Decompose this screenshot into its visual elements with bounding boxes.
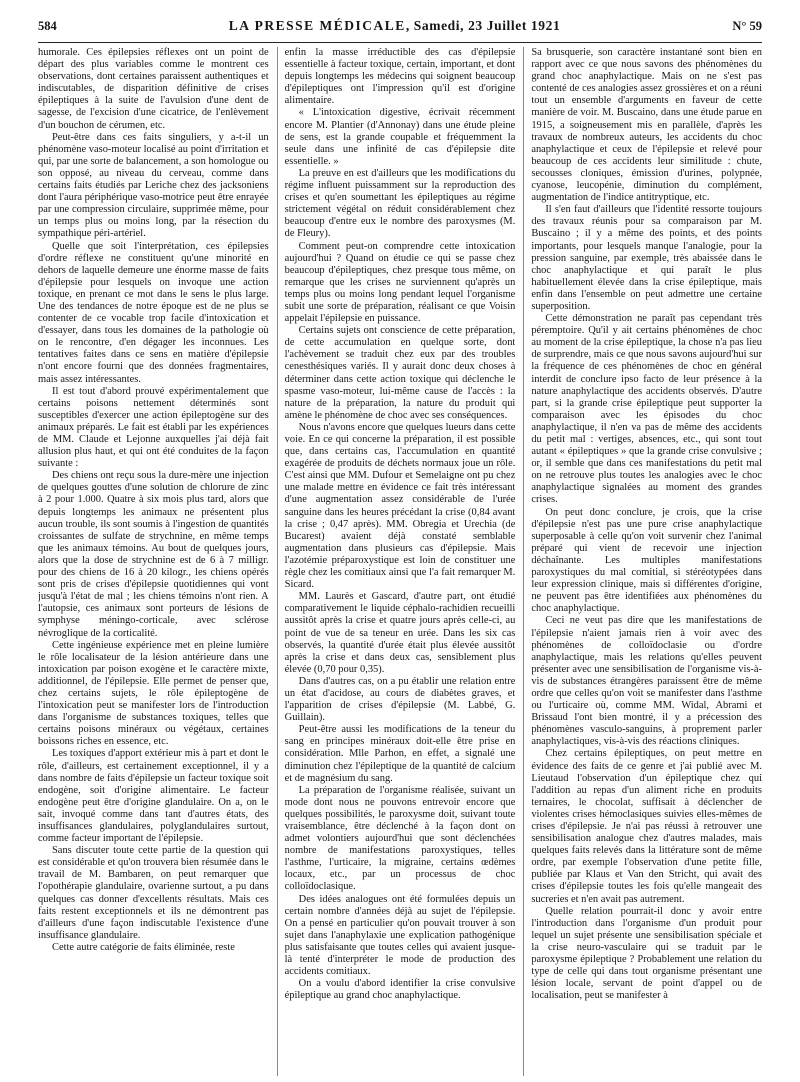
paragraph: Il s'en faut d'ailleurs que l'identité ressorte toujours des travaux réunis pour sa comparaison par M. Buscaino ; il y a même des points, et des points importants, pour lesquels manque l'analogie, pour la pression sanguine, par exemple, très abaissée dans le choc anaphylactique et qui paraît le plus habituellement élevée dans la crise épileptique, mais enfin dans l'ensemble on peut admettre une certaine superposition. bbox=[531, 204, 762, 312]
paragraph: Quelle que soit l'interprétation, ces épilepsies d'ordre réflexe ne constituent qu'une minorité en dehors de laquelle demeure une énorme masse de faits d'épilepsie pour lesquels on invoque une action toxique, en prenant ce mot dans le sens le plus large. Une des tendances de notre époque est de ne plus se contenter de ce vocable trop facile d'intoxication et d'essayer, dans tous les domaines de la pathologie où on le rencontre, d'en dégager les inconnues. Les tentatives faites dans ce sens en matière d'épilepsie n'ont encore fourni que des données fragmentaires, mais assez intéressantes. bbox=[38, 240, 269, 385]
issue-number: N° 59 bbox=[732, 19, 762, 33]
paragraph: On peut donc conclure, je crois, que la crise d'épilepsie n'est pas une pure crise anaphylactique superposable à celle qu'on voit survenir chez l'animal préparé qui vient de recevoir une injection déchaînante. Les multiples manifestations paroxystiques du mal comitial, si stéréotypées dans leur expression clinique, mais si différentes d'origine, ne peuvent pas être identifiées aux phénomènes du choc anaphylactique. bbox=[531, 506, 762, 615]
paragraph: Quelle relation pourrait-il donc y avoir entre l'introduction dans l'organisme d'un produit pour lequel un sujet présente une sensibilisation spéciale et la crise neuro-vasculaire qui se traduit par le paroxysme épileptique ? Probablement une relation du type de celle qui dans tout organisme présentant une lésion locale, servant de point d'appel ou de localisation, peut se manifester à bbox=[531, 905, 762, 1002]
paragraph: Chez certains épileptiques, on peut mettre en évidence des faits de ce genre et j'ai publié avec M. Lieutaud l'observation d'un épileptique chez qui l'addition au repas d'un aliment riche en produits ternaires, le chocolat, suffisait à déclencher de violentes crises hémoclasiques suivies elles-mêmes de crises d'épilepsie. Je n'ai pas réussi à retrouver une sensibilisation analogue chez d'autres malades, mais quelques faits relevés dans la littérature sont de même ordre, par exemple l'observation d'une petite fille, publiée par Klaus et Van den Stricht, qui avait des crises d'épilepsie toutes les fois qu'elle mangeait des sucreries et n'en avait pas autrement. bbox=[531, 748, 762, 905]
paragraph: La préparation de l'organisme réalisée, suivant un mode dont nous ne pouvons entrevoir encore que quelques possibilités, le paroxysme doit, suivant toute vraisemblance, être déclenché à la façon dont on admet volontiers aujourd'hui que sont déclenchées nombre de manifestations paroxystiques, telles l'asthme, l'urticaire, la migraine, certains œdèmes locaux, etc., par un processus de choc colloïdoclasique. bbox=[284, 784, 516, 893]
paragraph: Certains sujets ont conscience de cette préparation, de cette accumulation en quelque sorte, dont l'achèvement se traduit chez eux par des troubles cenesthésiques variés. Il y aurait donc deux choses à déterminer dans cette action toxique qui déclenche le spasme vaso-moteur, lui-même cause de l'accès : la nature de la préparation, la nature du produit qui amène le phénomène de choc avec ses conséquences. bbox=[284, 325, 516, 421]
paragraph: enfin la masse irréductible des cas d'épilepsie essentielle à facteur toxique, certain, important, et dont depuis longtemps les médecins qui soignent beaucoup d'épileptiques ont l'impression qu'il est d'origine alimentaire. bbox=[284, 47, 516, 107]
paragraph: Des chiens ont reçu sous la dure-mère une injection de quelques gouttes d'une solution de chlorure de zinc à 2 pour 1.000. Quatre à six mois plus tard, alors que depuis longtemps les animaux ne présentent plus aucun trouble, ils sont soumis à l'ingestion de quantités croissantes de sulfate de strychnine, en même temps que les animaux témoins. Au bout de quelques jours, alors que la dose de strychnine est de 6 à 7 milligr. pour des chiens de 16 à 20 kilogr., les chiens opérés sont pris de crises d'épilepsie quotidiennes qui vont jusqu'à l'état de mal ; les chiens témoins n'ont rien. A l'autopsie, ces animaux sont porteurs de lésions de symphyse méningo-corticale, avec sclérose névroglique de la corticalité. bbox=[38, 470, 269, 639]
masthead: LA PRESSE MÉDICALE, Samedi, 23 Juillet 1921 bbox=[228, 18, 561, 33]
paragraph: Cette ingénieuse expérience met en pleine lumière le rôle localisateur de la lésion antérieure dans une intoxication par poison exogène et le caractère mixte, additionnel, de l'épilepsie. Elle permet de penser que, chez certains sujets, le rôle épileptogène de l'intoxication peut se manifester lors de l'introduction dans l'organisme de substances toxiques, telles que certains poisons minéraux ou végétaux, certaines boissons riches en essence, etc. bbox=[38, 639, 269, 748]
paragraph: Nous n'avons encore que quelques lueurs dans cette voie. En ce qui concerne la préparation, il est possible que, dans certains cas, l'accumulation en quantité exagérée de produits de déchets normaux joue un rôle. C'est ainsi que MM. Dufour et Semelaigne ont pu chez une malade mettre en évidence ce fait très intéressant d'une augmentation assez considérable de l'urée sanguine dans les heures précédant la crise (0,84 avant la crise ; 0,47 après). MM. Obregia et Urechia (de Bucarest) avaient déjà constaté semblable augmentation dans plusieurs cas d'épilepsie. Mais l'azotémie préparoxystique est loin de constituer une règle chez les comitiaux ainsi que l'a fait remarquer M. Sicard. bbox=[284, 421, 516, 591]
paragraph: On a voulu d'abord identifier la crise convulsive épileptique au grand choc anaphylactique. bbox=[284, 978, 516, 1002]
paragraph: MM. Laurès et Gascard, d'autre part, ont étudié comparativement le liquide céphalo-rachidien recueilli aussitôt après la crise et quatre jours après celle-ci, au point de vue de sa teneur en urée. Dans les six cas observés, la quantité d'urée était plus élevée aussitôt après la crise et dans deux cas, sensiblement plus élevée (0,70 pour 0,35). bbox=[284, 591, 516, 675]
paragraph: humorale. Ces épilepsies réflexes ont un point de départ des plus variables comme le montrent ces observations, dont certaines paraissent authentiques et indiscutables, de disparition définitive de crises épileptiques à la suite de l'avulsion d'une dent de sagesse, de l'excision d'une cicatrice, de l'enlèvement d'un bouchon de cérumen, etc. bbox=[38, 47, 269, 131]
paragraph: Dans d'autres cas, on a pu établir une relation entre un état d'acidose, au cours de diabètes graves, et l'apparition de crises d'épilepsie (M. Labbé, G. Guillain). bbox=[284, 675, 516, 724]
paragraph: Cette démonstration ne paraît pas cependant très péremptoire. Qu'il y ait certains phénomènes de choc au moment de la crise épileptique, la chose n'a pas lieu de surprendre, mais ce que nous savons aujourd'hui sur la fréquence de ces phénomènes de choc en général interdit de conclure ipso facto de leur présence à la nature anaphylactique des accidents observés. D'autre part, si la grande crise épileptique peut supporter la comparaison avec les épisodes du choc anaphylactique, il n'en va pas de même des accidents du petit mal : vertiges, absences, etc., qui sont tout autant « épileptiques » que la grande crise convulsive ; or, il semble que dans ces manifestations du petit mal on ne retrouve plus toutes les analogies avec le choc anaphylactique signalées au moment des grandes crises. bbox=[531, 313, 762, 506]
column-3 bbox=[523, 47, 762, 1076]
paragraph: Sa brusquerie, son caractère instantané sont bien en rapport avec ce que nous savons des phénomènes du grand choc anaphylactique. Mais on ne s'est pas contenté de ces analogies assez grossières et on a réuni tout un ensemble d'arguments en faveur de cette manière de voir. M. Buscaino, dans une étude parue en 1915, a soigneusement mis en parallèle, d'après les travaux de nombreux auteurs, les accidents du choc anaphylactique et ceux de l'épilepsie et relevé pour beaucoup de ces accidents leur similitude : chute, secousses cloniques, émission d'urines, polypnée, cyanose, leucopénie, diminution du complément, augmentation de l'indice antitryptique, etc. bbox=[531, 47, 762, 204]
column-1 bbox=[38, 47, 269, 1076]
paragraph: Peut-être dans ces faits singuliers, y a-t-il un phénomène vaso-moteur localisé au point d'irritation et qui, par une sorte de balancement, a son homologue ou son opposé, au niveau du cerveau, comme dans certains faits étudiés par Leriche chez des jacksoniens dont l'aura périphérique vaso-motrice peut être enrayée par une compression circulaire, supprimée même, pour un temps plus ou moins long, par la résection du sympathique péri-artériel. bbox=[38, 131, 269, 240]
paragraph: Des idées analogues ont été formulées depuis un certain nombre d'années déjà au sujet de l'épilepsie. On a pensé en particulier qu'on pouvait trouver à son sujet dans l'anaphylaxie une explication pathogénique plus satisfaisante que toutes celles qui avaient jusque-là tenté d'interpréter le mode de production des accidents comitiaux. bbox=[284, 893, 516, 978]
paragraph: Sans discuter toute cette partie de la question qui est considérable et qu'on trouvera bien résumée dans le travail de M. Bambaren, on peut remarquer que l'opothérapie glandulaire, ovarienne surtout, a pu dans quelques cas donner d'excellents résultats. Mais ces faits restent exceptionnels et ils ne démontrent pas d'ailleurs d'une façon indiscutable l'existence d'une insuffisance glandulaire. bbox=[38, 845, 269, 941]
page-number: 584 bbox=[38, 19, 57, 33]
journal-title: LA PRESSE MÉDICALE bbox=[228, 18, 406, 33]
article-body bbox=[38, 47, 762, 1076]
paragraph: La preuve en est d'ailleurs que les modifications du régime influent puissamment sur la reproduction des crises et qu'en soumettant les épileptiques au régime strictement végétal on réduit considérablement chez beaucoup d'entre eux le nombre des paroxysmes (M. de Fleury). bbox=[284, 167, 516, 240]
paragraph: Comment peut-on comprendre cette intoxication aujourd'hui ? Quand on étudie ce qui se passe chez beaucoup d'épileptiques, chez presque tous même, on remarque que les crises ne surviennent qu'après un temps plus ou moins long pendant lequel l'organisme subit une sorte de préparation, réalisant ce que Voisin appelait l'épilepsie en puissance. bbox=[284, 240, 516, 325]
paragraph: Peut-être aussi les modifications de la teneur du sang en principes minéraux doit-elle être prise en considération. Mlle Parhon, en effet, a signalé une diminution chez l'épileptique de la quantité de calcium et de magnésium du sang. bbox=[284, 724, 516, 784]
paragraph: « L'intoxication digestive, écrivait récemment encore M. Plantier (d'Annonay) dans une étude pleine de sens, est la grande coupable et fréquemment la seule dans une infinité de cas d'épilepsie dite essentielle. » bbox=[284, 107, 516, 167]
page-header bbox=[38, 18, 762, 43]
column-2 bbox=[277, 47, 516, 1076]
issue-date: Samedi, 23 Juillet 1921 bbox=[413, 18, 561, 33]
paragraph: Les toxiques d'apport extérieur mis à part et dont le rôle, d'ailleurs, est certainement exceptionnel, il y a dans nombre de faits d'épilepsie un facteur toxique soit endogène, soit d'origine alimentaire. Le facteur endogène peut être d'origine glandulaire. On a, on le sait, invoqué comme dans tant d'autres états, des insuffisances glandulaires, polyglandulaires surtout, comme facteur important de l'épilepsie. bbox=[38, 748, 269, 845]
paragraph: Cette autre catégorie de faits éliminée, reste bbox=[52, 941, 235, 953]
paragraph: Il est tout d'abord prouvé expérimentalement que certains poisons nettement déterminés sont susceptibles d'exercer une action épileptogène sur des animaux préparés. Le fait est établi par les expériences de MM. Claude et Lejonne auxquelles j'ai déjà fait allusion plus haut, et qui ont été conduites de la façon suivante : bbox=[38, 385, 269, 470]
paragraph: Ceci ne veut pas dire que les manifestations de l'épilepsie n'aient jamais rien à voir avec des phénomènes de colloïdoclasie ou d'ordre anaphylactique, mais les relations qu'elles peuvent présenter avec une sensibilisation de l'organisme vis-à-vis de substances étrangères paraissent être de même ordre que celles qu'on voit se manifester dans l'asthme ou l'urticaire où, comme MM. Widal, Abrami et Brissaud l'ont bien montré, il y a précession des phénomènes vasculo-sanguins, à proprement parler anaphylactiques, vis-à-vis des réactions cliniques. bbox=[531, 615, 762, 748]
